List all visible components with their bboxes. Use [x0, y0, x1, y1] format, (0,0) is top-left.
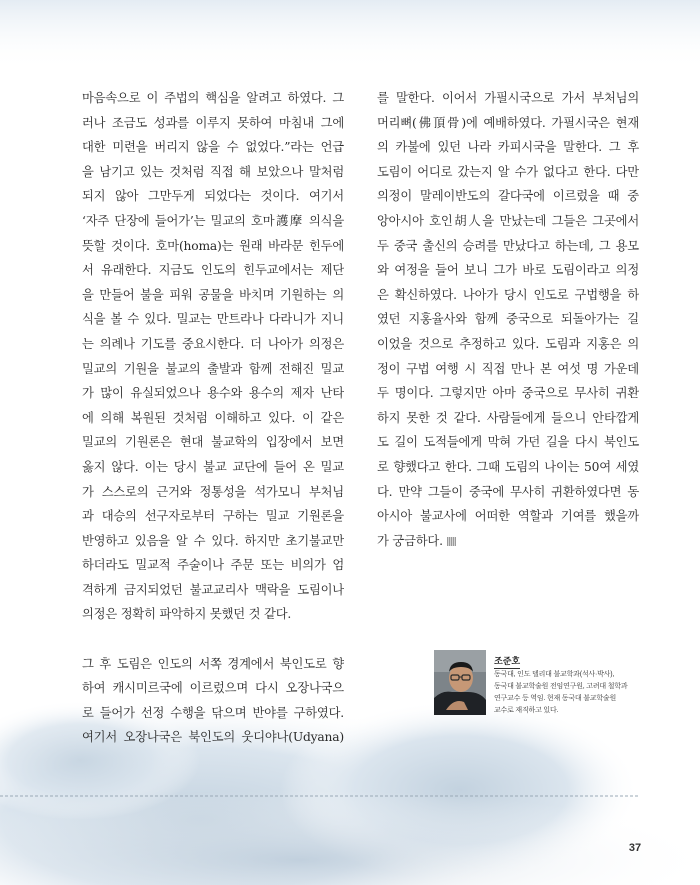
body-text-line: 두 중국 출신의 승려를 만났다고 하는데, 그 용모: [377, 238, 639, 253]
body-text-line: 다. 만약 그들이 중국에 무사히 귀환하였다면 동: [377, 484, 639, 499]
body-text-line: 대한 미련을 버리지 않을 수 없었다.”라는 언급: [82, 140, 344, 155]
body-text-line: 를 말한다. 이어서 가필시국으로 가서 부처님의: [377, 91, 639, 105]
author-bio-line: 동국대 불교학술원 전임연구원, 고려대 철학과: [494, 683, 628, 690]
body-text-final: 가 궁금하다.: [377, 533, 443, 548]
author-bio-line: 교수로 재직하고 있다.: [494, 707, 559, 714]
author-bio-line: 동국대, 인도 델리대 불교학과(석사·박사),: [494, 671, 615, 678]
page-number: 37: [628, 842, 642, 854]
body-text-line: 가 많이 유실되었으나 용수와 용수의 제자 난타: [82, 386, 344, 401]
body-text-line-end: [377, 529, 639, 554]
body-text-line: 가 스스로의 근거와 정통성을 석가모니 부처님: [82, 484, 344, 499]
body-text-line: 반영하고 있음을 알 수 있다. 하지만 초기불교만: [82, 533, 344, 548]
body-text-line: 과 대승의 선구자로부터 구하는 밀교 기원론을: [82, 509, 344, 524]
body-text-line: 에 의해 복원된 것처럼 이해하고 있다. 이 같은: [82, 410, 344, 425]
body-text-line: 격하게 금지되었던 불교교리사 맥락을 도림이나: [82, 582, 344, 597]
body-text-line: 옳지 않다. 이는 당시 불교 교단에 들어 온 밀교: [82, 459, 344, 474]
body-text-line: 의정이 말레이반도의 갈다국에 이르렀을 때 중: [377, 189, 639, 204]
body-text-line: 의정은 정확히 파악하지 못했던 것 같다.: [82, 607, 292, 622]
body-text-line: 은 확신하였다. 나아가 당시 인도로 구법행을 하: [377, 287, 639, 302]
body-text-line: 뜻할 것이다. 호마(homa)는 원래 바라문 힌두에: [82, 238, 344, 253]
body-text-line: 이었을 것으로 추정하고 있다. 도림과 지홍은 의: [377, 336, 639, 351]
body-text-line: 였던 지홍율사와 함께 중국으로 되돌아가는 길: [377, 312, 639, 327]
body-text-line: 을 만들어 불을 피워 공물을 바치며 기원하는 의: [82, 287, 344, 302]
body-text-line: 로 향했다고 한다. 그때 도림의 나이는 50여 세였: [377, 459, 639, 474]
body-text-line: 되지 않아 그만두게 되었다는 것이다. 여기서: [82, 189, 344, 204]
article-end-mark-icon: [447, 537, 456, 546]
body-text-line: 식을 볼 수 있다. 밀교는 만트라나 다라니가 지니: [82, 312, 344, 327]
body-text-line: 두 명이다. 그렇지만 아마 중국으로 무사히 귀환: [377, 386, 639, 401]
body-text-line: 마음속으로 이 주법의 핵심을 알려고 하였다. 그: [82, 91, 344, 105]
body-text-line: 그 후 도림은 인도의 서쪽 경계에서 북인도로 향: [82, 656, 344, 671]
body-text-line: 와 여정을 들어 보니 그가 바로 도림이라고 의정: [377, 263, 639, 278]
body-text-line: 서 유래한다. 지금도 인도의 힌두교에서는 제단: [82, 263, 344, 278]
body-text-line: 앙아시아 호인胡人을 만났는데 그들은 그곳에서: [377, 213, 639, 228]
body-text-line: 의 카불에 있던 나라 카피시국을 말한다. 그 후: [377, 140, 639, 155]
body-text-line: 정이 구법 여행 시 직접 만나 본 여섯 명 가운데: [377, 361, 639, 376]
right-column: [377, 86, 639, 553]
left-column: [82, 86, 344, 750]
body-text-line: 하지 못한 것 같다. 사람들에게 들으니 안타깝게: [377, 410, 639, 425]
body-text-line: 을 남기고 있는 것처럼 직접 해 보았으나 말처럼: [82, 164, 344, 179]
author-name: 조준호: [494, 654, 520, 669]
body-text-line: 여기서 오장나국은 북인도의 웃디야나(Udyana): [82, 730, 344, 745]
author-bio: [494, 669, 658, 717]
body-text-line: 도림이 어디로 갔는지 알 수가 없다고 한다. 다만: [377, 164, 639, 179]
body-text-line: 머리뼈(佛頂骨)에 예배하였다. 가필시국은 현재: [377, 115, 639, 130]
paragraph-gap: [82, 627, 344, 652]
body-text-line: 하여 캐시미르국에 이르렀으며 다시 오장나국으: [82, 681, 344, 696]
body-text-line: 도 길이 도적들에게 막혀 가던 길을 다시 북인도: [377, 435, 639, 450]
author-profile: [434, 650, 654, 720]
body-text-line: ‘자주 단장에 들어가’는 밀교의 호마護摩 의식을: [82, 213, 344, 228]
body-text-line: 는 의례나 기도를 중요시한다. 더 나아가 의정은: [82, 336, 344, 351]
author-photo: [434, 650, 486, 715]
body-text-line: 하더라도 밀교적 주술이나 주문 또는 비의가 엄: [82, 558, 344, 573]
body-text-line: 아시아 불교사에 어떠한 역할과 기여를 했을까: [377, 509, 639, 524]
body-text-line: 밀교의 기원론은 현대 불교학의 입장에서 보면: [82, 435, 344, 450]
body-text-line: 러나 조금도 성과를 이루지 못하여 마침내 그에: [82, 115, 344, 130]
body-text-line: 로 들어가 선정 수행을 닦으며 반야를 구하였다.: [82, 705, 344, 720]
author-bio-line: 연구교수 등 역임. 현재 동국대 불교학술원: [494, 695, 617, 702]
body-text-line: 밀교의 기원을 불교의 출발과 함께 전해진 밀교: [82, 361, 344, 376]
